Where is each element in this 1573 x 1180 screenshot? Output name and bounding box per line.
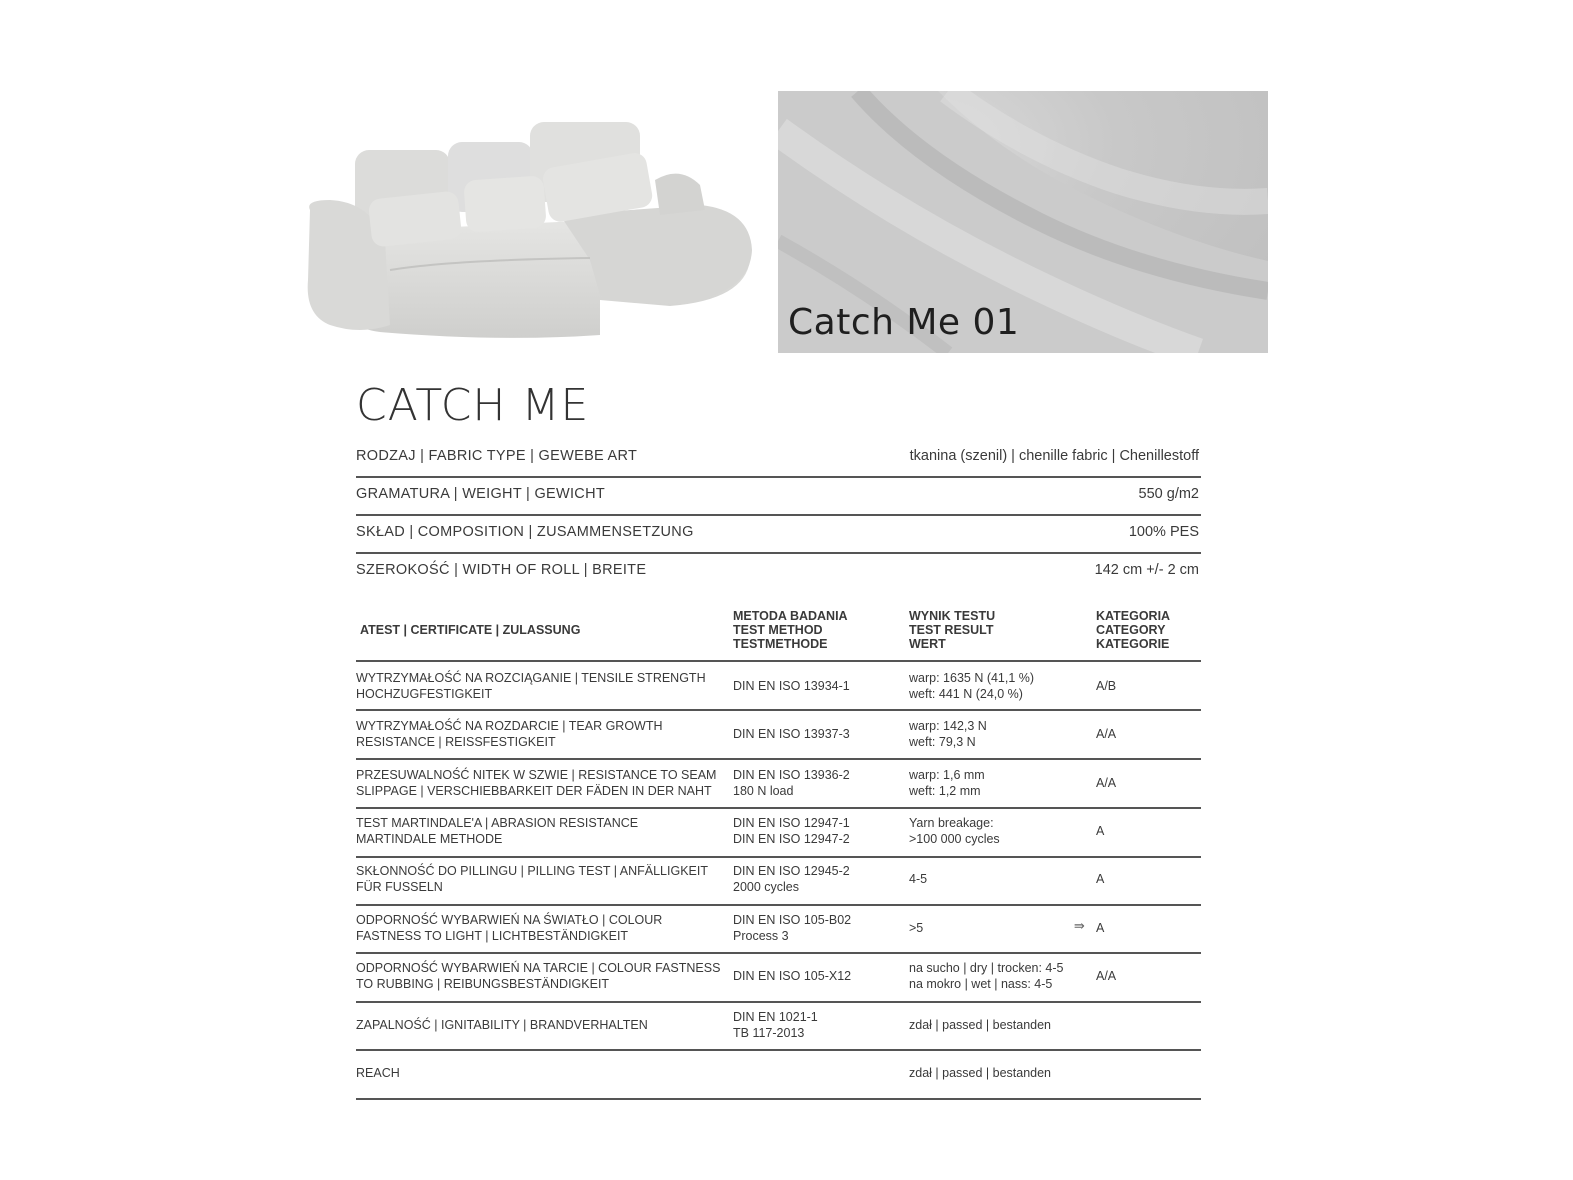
swatch-label: Catch Me 01	[788, 302, 1020, 343]
cert-result: warp: 1635 N (41,1 %) weft: 441 N (24,0 %)	[909, 671, 1035, 701]
spec-key: SZEROKOŚĆ | WIDTH OF ROLL | BREITE	[356, 562, 647, 578]
table-row	[356, 711, 1201, 760]
cert-category: A	[1096, 921, 1105, 935]
header-category: KATEGORIA CATEGORY KATEGORIE	[1096, 609, 1171, 651]
table-row	[356, 760, 1201, 809]
spec-value: 100% PES	[1128, 524, 1199, 540]
cert-result: na sucho | dry | trocken: 4-5 na mokro | wet | nass: 4-5	[909, 961, 1064, 991]
table-row	[356, 905, 1201, 954]
header-result: WYNIK TESTU TEST RESULT WERT	[909, 609, 996, 651]
cert-category: A/A	[1096, 969, 1117, 983]
cert-table-header	[356, 602, 1201, 662]
cert-name: SKŁONNOŚĆ DO PILLINGU | PILLING TEST | ANFÄLLIGKEIT FÜR FUSSELN	[356, 864, 708, 894]
table-row	[356, 954, 1201, 1003]
spec-row	[356, 476, 1201, 516]
cert-category: A	[1096, 872, 1105, 886]
header-method: METODA BADANIA TEST METHOD TESTMETHODE	[733, 609, 848, 651]
cert-result: Yarn breakage: >100 000 cycles	[909, 816, 1000, 846]
arrow-icon: ⇛	[1074, 918, 1085, 933]
cert-name: REACH	[356, 1066, 400, 1080]
sofa-image	[300, 110, 760, 350]
fabric-swatch	[778, 91, 1268, 353]
table-row	[356, 809, 1201, 858]
cert-method: DIN EN ISO 13937-3	[733, 727, 850, 741]
table-row	[356, 857, 1201, 906]
cert-category: A/B	[1096, 679, 1117, 693]
header-certificate: ATEST | CERTIFICATE | ZULASSUNG	[360, 623, 581, 637]
cert-result: zdał | passed | bestanden	[909, 1018, 1052, 1032]
cert-method: DIN EN ISO 12947-1 DIN EN ISO 12947-2	[733, 816, 850, 846]
cert-name: ODPORNOŚĆ WYBARWIEŃ NA ŚWIATŁO | COLOUR FASTNESS TO LIGHT | LICHTBESTÄNDIGKEIT	[356, 913, 663, 943]
cert-result: 4-5	[909, 872, 928, 886]
spec-key: SKŁAD | COMPOSITION | ZUSAMMENSETZUNG	[356, 524, 694, 540]
cert-name: TEST MARTINDALE'A | ABRASION RESISTANCE MARTINDALE METHODE	[356, 816, 639, 846]
cert-method: DIN EN 1021-1 TB 117-2013	[733, 1010, 818, 1040]
table-row	[356, 662, 1201, 711]
cert-result: warp: 1,6 mm weft: 1,2 mm	[909, 768, 985, 798]
cert-method: DIN EN ISO 13934-1	[733, 679, 850, 693]
spec-value: 550 g/m2	[1138, 486, 1199, 502]
cert-method: DIN EN ISO 12945-2 2000 cycles	[733, 864, 850, 894]
cert-result: >5	[909, 921, 924, 935]
spec-key: GRAMATURA | WEIGHT | GEWICHT	[356, 486, 606, 502]
cert-result: warp: 142,3 N weft: 79,3 N	[909, 719, 987, 749]
spec-key: RODZAJ | FABRIC TYPE | GEWEBE ART	[356, 448, 638, 464]
cert-category: A/A	[1096, 727, 1117, 741]
spec-row	[356, 438, 1201, 478]
page-title: CATCH ME	[356, 380, 590, 431]
spec-row	[356, 552, 1201, 590]
cert-method: DIN EN ISO 13936-2 180 N load	[733, 768, 850, 798]
spec-value: tkanina (szenil) | chenille fabric | Chenillestoff	[909, 448, 1199, 464]
cert-name: PRZESUWALNOŚĆ NITEK W SZWIE | RESISTANCE TO SEAM SLIPPAGE | VERSCHIEBBARKEIT DER FÄDEN IN DER NAHT	[356, 768, 717, 798]
cert-result: zdał | passed | bestanden	[909, 1066, 1052, 1080]
cert-name: WYTRZYMAŁOŚĆ NA ROZCIĄGANIE | TENSILE STRENGTH HOCHZUGFESTIGKEIT	[356, 671, 706, 701]
spec-value: 142 cm +/- 2 cm	[1094, 562, 1199, 578]
cert-name: ZAPALNOŚĆ | IGNITABILITY | BRANDVERHALTEN	[356, 1018, 648, 1032]
spec-row	[356, 514, 1201, 554]
table-row	[356, 1002, 1201, 1051]
cert-category: A	[1096, 824, 1105, 838]
cert-name: WYTRZYMAŁOŚĆ NA ROZDARCIE | TEAR GROWTH RESISTANCE | REISSFESTIGKEIT	[356, 719, 663, 749]
cert-method: DIN EN ISO 105-B02 Process 3	[733, 913, 852, 943]
table-row	[356, 1051, 1201, 1100]
cert-method: DIN EN ISO 105-X12	[733, 969, 852, 983]
cert-category: A/A	[1096, 776, 1117, 790]
cert-name: ODPORNOŚĆ WYBARWIEŃ NA TARCIE | COLOUR FASTNESS TO RUBBING | REIBUNGSBESTÄNDIGKEIT	[356, 961, 721, 991]
